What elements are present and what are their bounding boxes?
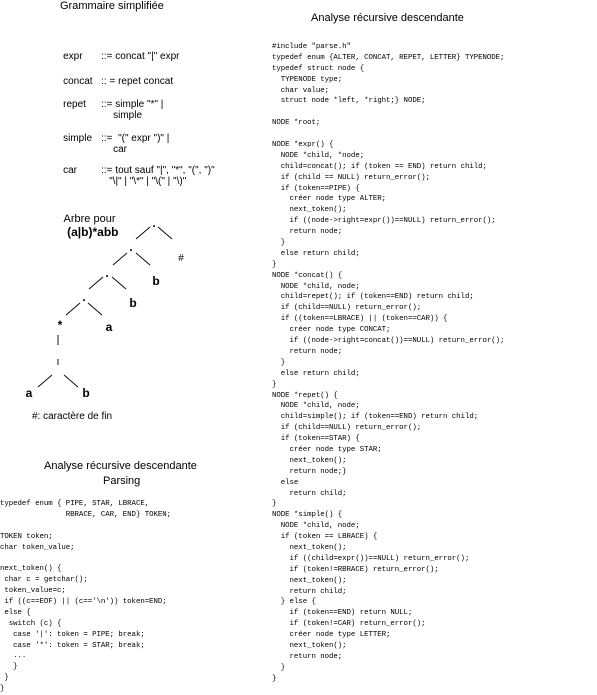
right-code-line: } else { [272,598,316,607]
tree-node-concat-2: . [105,266,109,280]
right-section-title: Analyse récursive descendante [311,12,464,24]
right-code-line: next_token(); [272,641,347,650]
right-code-line: if (token!=RBRACE) return_error(); [272,565,439,574]
right-code-line: return node; [272,347,343,356]
grammar-row-car-cont [98,165,186,198]
right-code-line: NODE *simple() { [272,511,343,520]
right-code-line: else return child; [272,249,360,258]
tree-edge [88,303,102,315]
tree-edge [136,253,150,265]
right-code-line: if (child == NULL) return_error(); [272,173,430,182]
grammar-rhs: simple [113,110,143,121]
tree-node-star: * [57,318,63,332]
tree-node-a-mid: a [105,320,113,334]
left-code-line: switch (c) { [0,619,62,628]
right-code-line: NODE *child, node; [272,402,360,411]
left-code-line: typedef enum { PIPE, STAR, LBRACE, [0,500,150,508]
right-code-line: next_token(); [272,206,347,215]
left-code-line [0,521,171,532]
left-code-block [0,499,171,695]
tree-node-b-2: b [152,274,160,288]
syntax-tree [0,215,230,425]
right-code-line: NODE *root; [272,119,321,128]
grammar-rhs: ::= tout sauf "|", "*", "(", ")" [101,165,215,176]
grammar-lhs: simple [63,133,93,144]
right-code-line: NODE *child, *node; [272,151,365,160]
right-code-line: if ((node->right=concat())==NULL) return_error(); [272,337,505,346]
tree-edge [112,277,126,289]
tree-expression: (a|b)*abb [67,225,119,239]
grammar-rhs: ::= "(" expr ")" | [101,133,170,144]
right-code-line: if (token==PIPE) { [272,184,360,193]
right-code-line: child=simple(); if (token==END) return child; [272,413,479,422]
grammar-lhs: expr [63,51,83,62]
right-code-line: } [272,260,277,269]
tree-edge [38,375,52,387]
right-code-line: next_token(); [272,576,347,585]
tree-node-b-1: b [129,296,137,310]
right-code-line: TYPENODE type; [272,75,343,84]
right-code-line: if (token!=CAR) return_error(); [272,620,426,629]
right-code-line: next_token(); [272,456,347,465]
right-code-line: else [272,478,299,487]
left-code-line: } [0,663,18,672]
left-code-line: case '|': token = PIPE; break; [0,630,145,639]
right-code-line: next_token(); [272,543,347,552]
left-code-line: else { [0,608,31,617]
tree-heading-prefix: Arbre pour [63,213,116,225]
right-code-line: } [272,239,286,248]
grammar-rhs: :: = repet concat [101,76,174,87]
grammar-rhs: ::= concat "|" expr [101,51,180,62]
left-code-line: case '*': token = STAR; break; [0,641,145,650]
right-code-line: if ((token==LBRACE) || (token==CAR)) { [272,315,448,324]
right-code-line: struct node *left, *right;} NODE; [272,97,426,106]
left-code-line: } [0,685,5,694]
tree-edge [158,227,172,239]
grammar-rhs: ::= simple "*" | [101,99,164,110]
right-code-line: } [272,500,277,509]
right-code-line: NODE *expr() { [272,141,334,150]
right-code-line: if (token == LBRACE) { [272,533,378,542]
tree-node-concat-3: . [82,290,86,304]
right-code-line: créer node type STAR; [272,445,382,454]
tree-edge [89,277,103,289]
right-code-line: return node; [272,228,343,237]
left-code-line: } [0,674,9,683]
grammar-lhs: repet [63,99,86,110]
tree-edge [64,375,78,387]
grammar-lhs: car [63,165,78,176]
right-code-line: if (token==STAR) { [272,435,360,444]
right-code-line: return child; [272,489,347,498]
right-code-line: if ((node->right=expr())==NULL) return_error(); [272,217,496,226]
right-code-line: child=concat(); if (token == END) return child; [272,162,487,171]
tree-edges [38,227,172,387]
right-code-line: return node; [272,652,343,661]
left-section-subtitle: Parsing [103,475,141,487]
tree-node-a-left: a [25,386,33,400]
grammar-lhs: concat [63,76,93,87]
grammar-rhs: car [113,144,128,155]
right-code-line: créer node type CONCAT; [272,326,391,335]
left-code-line: RBRACE, CAR, END} TOKEN; [0,510,172,519]
tree-node-concat-1: . [129,240,133,254]
right-code-line [272,107,504,118]
tree-footnote: #: caractère de fin [32,411,113,422]
right-code-line [272,129,504,140]
left-code-line: char c = getchar(); [0,576,88,585]
tree-edge [66,303,80,315]
right-code-line: } [272,663,286,672]
tree-edge [113,253,127,265]
right-code-block [272,42,504,685]
right-code-line: créer node type LETTER; [272,631,391,640]
tree-node-end: # [178,253,184,264]
left-code-line: if ((c==EOF) || (c=='\n')) token=END; [0,598,167,607]
right-code-line: if (child==NULL) return_error(); [272,304,422,313]
left-code-line [0,553,171,564]
right-code-line: char value; [272,86,330,95]
right-code-line: #include "parse.h" [272,43,351,51]
tree-node-b-left: b [82,386,90,400]
right-code-line: child=repet(); if (token==END) return child; [272,293,474,302]
tree-edge [136,227,150,239]
right-code-line: return node;} [272,467,347,476]
left-code-line: char token_value; [0,543,75,552]
left-code-line: next_token() { [0,565,62,574]
left-code-line: ... [0,652,27,661]
right-code-line: } [272,380,277,389]
grammar-title: Grammaire simplifiée [60,0,164,12]
right-code-line: NODE *repet() { [272,391,338,400]
grammar-rhs: "\|" | "\*" | "\(" | "\)" [109,176,187,187]
right-code-line: typedef struct node { [272,64,365,73]
right-code-line: NODE *child, node; [272,522,360,531]
right-code-line: if (token==END) return NULL; [272,609,413,618]
right-code-line: typedef enum {ALTER, CONCAT, REPET, LETTER} TYPENODE; [272,53,505,62]
right-code-line: else return child; [272,369,360,378]
left-code-line: TOKEN token; [0,532,53,541]
right-code-line: return child; [272,587,347,596]
right-code-line: } [272,674,277,683]
left-section-title: Analyse récursive descendante [44,460,197,472]
right-code-line: } [272,358,286,367]
tree-node-root: . [152,216,156,230]
right-code-line: NODE *child, node; [272,282,360,291]
right-code-line: NODE *concat() { [272,271,343,280]
right-code-line: if (child==NULL) return_error(); [272,424,422,433]
right-code-line: créer node type ALTER; [272,195,387,204]
left-code-line: token_value=c; [0,587,66,596]
right-code-line: if ((child=expr())==NULL) return_error(); [272,554,470,563]
